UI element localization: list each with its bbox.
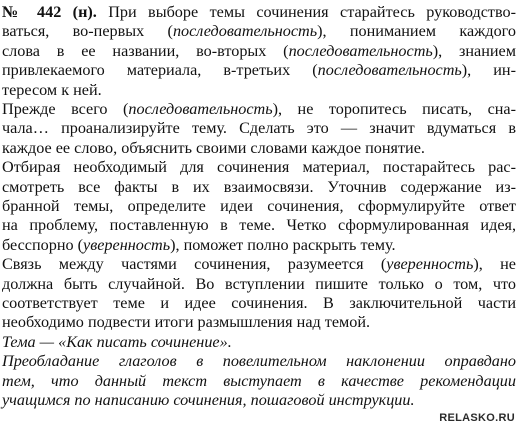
exercise-number: № 442 (н). bbox=[2, 3, 97, 21]
italic-span: Тема — «Как писать сочинение». bbox=[2, 332, 232, 351]
text-span: каждое ее слово, объяснить своими словами каждое понятие. bbox=[2, 138, 425, 157]
text-span: тересом к ней. bbox=[2, 80, 102, 99]
text-span: соответствует теме и идее сочинения. В заключительной части bbox=[2, 294, 516, 312]
watermark: RELASKO.RU bbox=[435, 408, 517, 428]
text-span: ), не торопитесь писать, сна- bbox=[272, 100, 516, 118]
text-span: чала… проанализируйте тему. Сделать это — значит вдуматься в bbox=[2, 119, 516, 138]
text-span: ваться, во-первых ( bbox=[2, 22, 173, 41]
text-span: Прежде всего ( bbox=[2, 100, 129, 118]
italic-span: учащимся по написанию сочинения, пошаговой инструкции. bbox=[2, 391, 415, 409]
italic-span: тем, что данный текст выступает в качестве рекомендации bbox=[2, 371, 516, 390]
text-span: бесспорно ( bbox=[2, 235, 84, 254]
text-span: необходимо подвести итоги размышления над темой. bbox=[2, 313, 371, 332]
italic-span: последовательность bbox=[317, 61, 462, 80]
italic-span: последовательность bbox=[288, 41, 433, 60]
italic-span: последовательность bbox=[128, 100, 273, 118]
text-span: бранной темы, определите идеи сочинения, сформулируйте ответ bbox=[2, 197, 516, 215]
text-span: ), не bbox=[473, 255, 516, 274]
text-span: должна быть случайной. Во вступлении пишите только о том, что bbox=[2, 274, 516, 293]
text-span: на проблему, поставленную в теме. Четко сформулированная идея, bbox=[2, 216, 516, 235]
text-span: ), пониманием каждого bbox=[317, 22, 516, 41]
italic-span: уверенность bbox=[83, 235, 171, 254]
text-span: слова в ее названии, во-вторых ( bbox=[2, 41, 289, 60]
italic-span: уверенность bbox=[386, 255, 474, 274]
text-span: Отбирая необходимый для сочинения материал, постарайтесь рас- bbox=[2, 158, 516, 177]
text-span: смотреть все факты в их взаимосвязи. Уточнив содержание из- bbox=[2, 177, 516, 196]
italic-span: Преобладание глаголов в повелительном наклонении оправдано bbox=[2, 352, 516, 371]
italic-span: последовательность bbox=[172, 22, 318, 41]
text-line bbox=[2, 389, 415, 411]
text-span: привлекаемого материала, в-третьих ( bbox=[2, 61, 318, 80]
text-span: ), ин- bbox=[461, 61, 516, 80]
text-span: Связь между частями сочинения, разумеется ( bbox=[2, 255, 387, 274]
text-span: При выборе темы сочинения старайтесь руководство- bbox=[96, 3, 516, 21]
text-span: ), поможет полно раскрыть тему. bbox=[170, 235, 396, 254]
text-span: ), знанием bbox=[432, 41, 516, 60]
